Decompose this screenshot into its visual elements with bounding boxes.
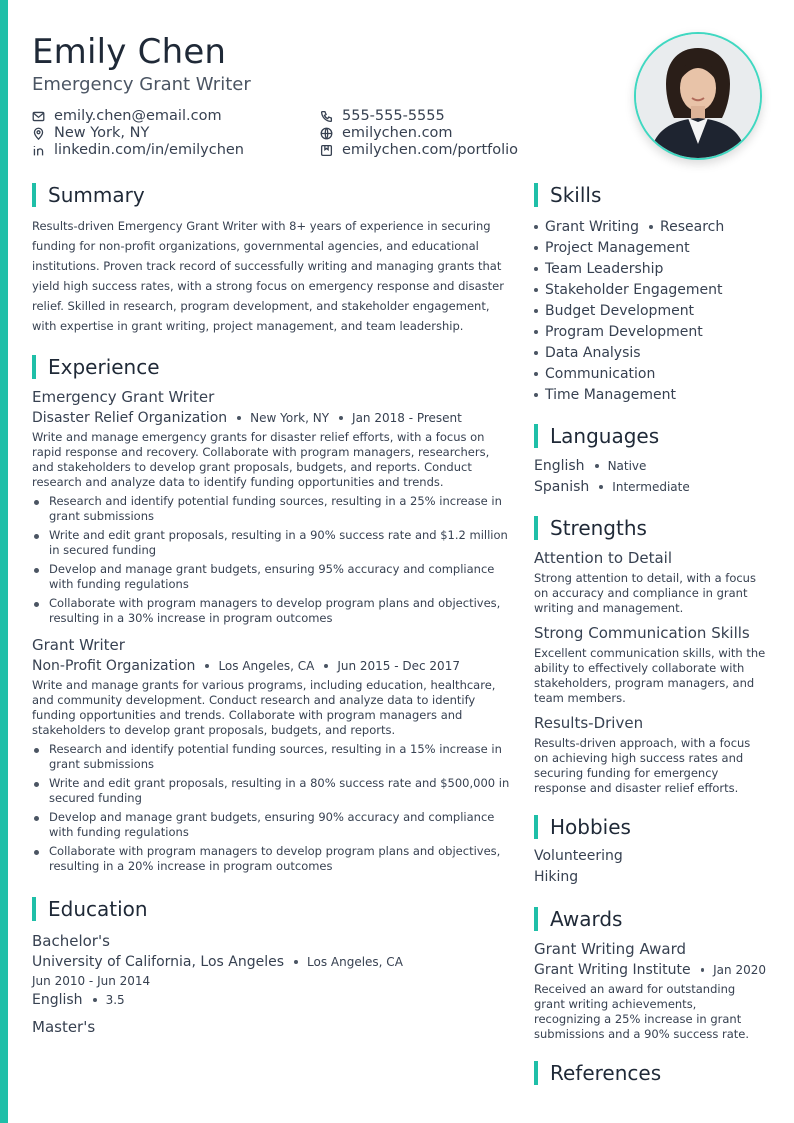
skill-item: Project Management	[534, 240, 690, 256]
skill-item: Grant Writing	[534, 219, 639, 235]
website-text: emilychen.com	[342, 125, 453, 141]
skills-heading	[534, 182, 766, 208]
degree: Bachelor's	[32, 932, 110, 950]
institution: University of California, Los Angeles	[32, 954, 285, 970]
location-pin-icon	[32, 127, 45, 140]
job-location: New York, NY	[250, 411, 330, 425]
heading-label: Experience	[48, 355, 160, 379]
heading-accent	[534, 815, 538, 839]
list-item: Develop and manage grant budgets, ensuring 90% accuracy and compliance with funding regulations	[32, 810, 510, 840]
job-organization: Non-Profit Organization	[32, 658, 196, 674]
list-item: Collaborate with program managers to develop program plans and objectives, resulting in a 20% increase in program outcomes	[32, 844, 510, 874]
strength-title: Strong Communication Skills	[534, 624, 750, 642]
contact-website[interactable]	[320, 124, 453, 142]
field-of-study: English	[32, 992, 83, 1008]
award-meta	[534, 962, 766, 978]
separator-dot	[599, 485, 603, 489]
award-title: Grant Writing Award	[534, 940, 687, 958]
skill-item: Time Management	[534, 387, 676, 403]
strengths-heading	[534, 515, 766, 541]
globe-icon	[320, 127, 333, 140]
heading-accent	[534, 183, 538, 207]
references-heading	[534, 1060, 766, 1086]
email-text: emily.chen@email.com	[54, 108, 222, 124]
list-item: Collaborate with program managers to develop program plans and objectives, resulting in a 30% increase in program outcomes	[32, 596, 510, 626]
list-item: Research and identify potential funding sources, resulting in a 15% increase in grant submissions	[32, 742, 510, 772]
list-item: Research and identify potential funding sources, resulting in a 25% increase in grant submissions	[32, 494, 510, 524]
award-item	[534, 940, 766, 1042]
education-field-line	[32, 992, 510, 1008]
job-location: Los Angeles, CA	[218, 659, 315, 673]
job-meta	[32, 658, 510, 674]
resume-header	[32, 30, 772, 170]
contact-location	[32, 124, 149, 142]
strength-title: Attention to Detail	[534, 549, 673, 567]
heading-label: Summary	[48, 183, 145, 207]
strength-item	[534, 624, 766, 706]
institution-location: Los Angeles, CA	[307, 955, 403, 969]
education-dates: Jun 2010 - Jun 2014	[32, 974, 151, 988]
portfolio-text: emilychen.com/portfolio	[342, 142, 519, 158]
accent-bar	[0, 0, 8, 1123]
job-organization: Disaster Relief Organization	[32, 410, 228, 426]
heading-accent	[32, 897, 36, 921]
separator-dot	[595, 464, 599, 468]
hobbies-list	[534, 846, 766, 888]
skill-item: Team Leadership	[534, 261, 663, 277]
languages-list	[534, 455, 766, 497]
strength-description: Results-driven approach, with a focus on achieving high success rates and securing funding for emergency response and disaster relief efforts.	[534, 736, 751, 795]
language-name: English	[534, 457, 585, 474]
heading-label: References	[550, 1061, 662, 1085]
left-column	[32, 182, 510, 1036]
education-heading	[32, 896, 510, 922]
phone-icon	[320, 110, 333, 123]
contact-phone[interactable]	[320, 107, 445, 125]
skill-item: Research	[649, 219, 724, 235]
separator-dot	[205, 664, 209, 668]
strength-item	[534, 714, 766, 796]
award-date: Jan 2020	[713, 963, 766, 977]
strength-item	[534, 549, 766, 616]
summary-heading	[32, 182, 510, 208]
skill-item: Stakeholder Engagement	[534, 282, 723, 298]
bookmark-icon	[320, 144, 333, 157]
contact-email[interactable]	[32, 107, 222, 125]
separator-dot	[339, 416, 343, 420]
profile-photo	[634, 32, 762, 160]
gpa: 3.5	[105, 993, 125, 1007]
separator-dot	[701, 968, 705, 972]
strength-title: Results-Driven	[534, 714, 644, 732]
hobby-item: Hiking	[534, 869, 579, 885]
contact-portfolio[interactable]	[320, 141, 518, 159]
summary-text: Results-driven Emergency Grant Writer with 8+ years of experience in securing funding for non-profit organizations, governmental agencies, and educational institutions. Proven track record of successfully writing and managing grants that yield high success rates, with a strong focus on emergency response and disaster relief. Skilled in research, program development, and stakeholder engagement, with expertise in grant writing, project management, and team leadership.	[32, 219, 504, 333]
separator-dot	[294, 960, 298, 964]
job-entry	[32, 636, 510, 874]
linkedin-icon	[32, 144, 45, 157]
job-bullets	[32, 742, 510, 874]
job-description: Write and manage emergency grants for disaster relief efforts, with a focus on rapid response and recovery. Collaborate with program managers, researchers, and stakeholders to develop grant proposals, budgets, and reports. Conduct research and analyze data to identify funding opportunities and trends.	[32, 430, 490, 489]
skill-item: Program Development	[534, 324, 703, 340]
strength-description: Excellent communication skills, with the ability to effectively collaborate with stakeholders, program managers, and team members.	[534, 646, 766, 705]
education-entry	[32, 932, 510, 1008]
skill-item: Communication	[534, 366, 655, 382]
heading-accent	[32, 183, 36, 207]
contact-linkedin[interactable]	[32, 141, 244, 159]
job-meta	[32, 410, 510, 426]
awards-heading	[534, 906, 766, 932]
heading-accent	[534, 516, 538, 540]
award-organization: Grant Writing Institute	[534, 962, 691, 978]
heading-label: Strengths	[550, 516, 647, 540]
list-item: Develop and manage grant budgets, ensuring 95% accuracy and compliance with funding regulations	[32, 562, 510, 592]
heading-label: Skills	[550, 183, 602, 207]
separator-dot	[93, 998, 97, 1002]
degree: Master's	[32, 1018, 96, 1036]
linkedin-text: linkedin.com/in/emilychen	[54, 142, 244, 158]
job-title: Emergency Grant Writer	[32, 388, 215, 406]
award-description: Received an award for outstanding grant writing achievements, recognizing a 25% increase in grant submissions and a 90% success rate.	[534, 982, 749, 1041]
heading-accent	[32, 355, 36, 379]
strength-description: Strong attention to detail, with a focus on accuracy and compliance in grant writing and management.	[534, 571, 756, 615]
phone-text: 555-555-5555	[342, 108, 445, 124]
skills-list	[534, 216, 766, 405]
list-item: Write and edit grant proposals, resulting in a 80% success rate and $500,000 in secured funding	[32, 776, 510, 806]
heading-label: Hobbies	[550, 815, 631, 839]
job-bullets	[32, 494, 510, 626]
location-text: New York, NY	[54, 125, 150, 141]
profile-portrait	[636, 34, 760, 158]
language-level: Native	[607, 458, 647, 473]
candidate-title: Emergency Grant Writer	[32, 74, 251, 95]
education-institution-line	[32, 954, 510, 970]
hobby-item: Volunteering	[534, 848, 623, 864]
job-dates: Jan 2018 - Present	[352, 411, 462, 425]
separator-dot	[324, 664, 328, 668]
right-column	[534, 182, 766, 1086]
heading-label: Languages	[550, 424, 660, 448]
heading-accent	[534, 424, 538, 448]
skill-item: Data Analysis	[534, 345, 641, 361]
candidate-name: Emily Chen	[32, 32, 227, 72]
heading-accent	[534, 907, 538, 931]
list-item: Write and edit grant proposals, resulting in a 90% success rate and $1.2 million in secured funding	[32, 528, 510, 558]
hobbies-heading	[534, 814, 766, 840]
mail-icon	[32, 110, 45, 123]
skill-item: Budget Development	[534, 303, 694, 319]
job-entry	[32, 388, 510, 626]
separator-dot	[237, 416, 241, 420]
heading-label: Education	[48, 897, 148, 921]
experience-heading	[32, 354, 510, 380]
job-title: Grant Writer	[32, 636, 125, 654]
languages-heading	[534, 423, 766, 449]
language-item	[534, 476, 766, 497]
job-dates: Jun 2015 - Dec 2017	[337, 659, 460, 673]
education-entry	[32, 1018, 510, 1036]
heading-accent	[534, 1061, 538, 1085]
language-item	[534, 455, 766, 476]
language-name: Spanish	[534, 478, 590, 495]
job-description: Write and manage grants for various programs, including education, healthcare, and community development. Conduct research and analyze data to identify funding opportunities and trends. Collaborate with program managers and stakeholders to develop grant proposals, budgets, and reports.	[32, 678, 496, 737]
language-level: Intermediate	[612, 479, 690, 494]
heading-label: Awards	[550, 907, 623, 931]
